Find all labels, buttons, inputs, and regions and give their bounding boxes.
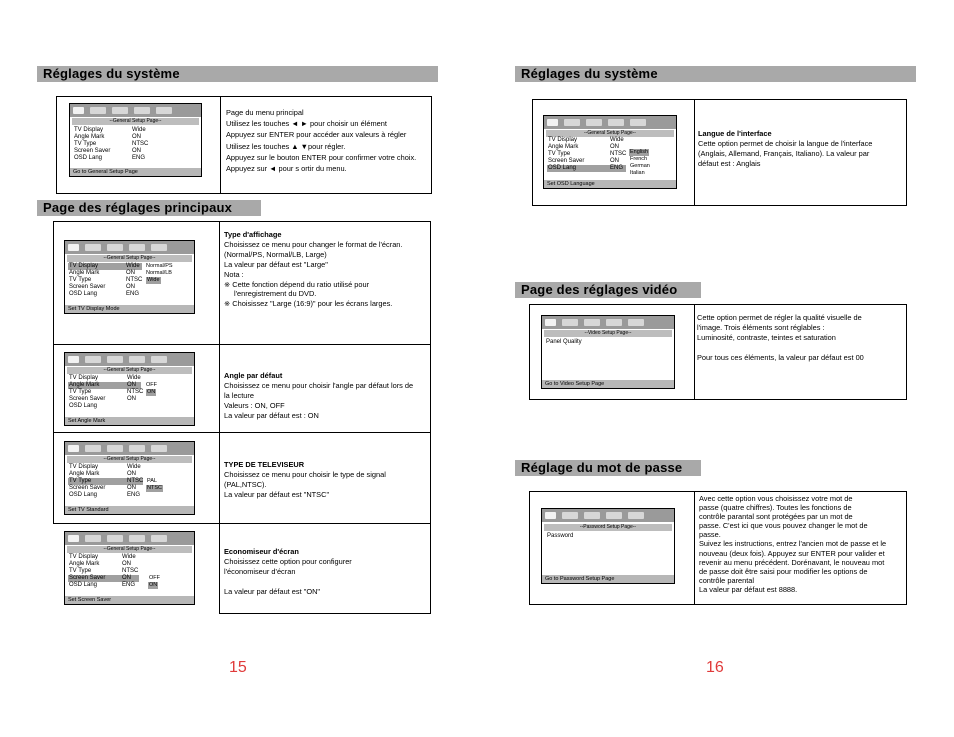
section-heading-video-settings: Page des réglages vidéo bbox=[515, 282, 701, 298]
menu-row-label: TV Display bbox=[74, 127, 104, 133]
menu-row-value: Wide bbox=[610, 137, 624, 143]
screen-saver-text: Economiseur d'écran Choisissez cette option pour configurer l'économiseur d'écran La valeur par défaut est "ON" bbox=[224, 547, 352, 596]
menu-row-label: TV Type bbox=[69, 277, 92, 283]
menu-row-label: Screen Saver bbox=[69, 396, 106, 402]
menu-row-label: OSD Lang bbox=[69, 403, 98, 409]
menu-row-value: ON bbox=[127, 396, 136, 402]
menu-option: PAL bbox=[147, 478, 157, 484]
menu-row-label: TV Type bbox=[548, 151, 571, 157]
menu-option-selected: NTSC bbox=[147, 485, 162, 491]
menu-row-label: Angle Mark bbox=[69, 561, 100, 567]
menu-row-value: ON bbox=[610, 144, 619, 150]
menu-row-value: NTSC bbox=[122, 568, 139, 574]
menu-row-selected: Screen Saver ON bbox=[68, 575, 139, 582]
screen-footer: Go to Video Setup Page bbox=[542, 380, 674, 388]
menu-option-selected: ON bbox=[149, 582, 158, 588]
menu-row-selected: TV Type NTSC bbox=[69, 478, 144, 484]
screen-footer: Go to General Setup Page bbox=[70, 168, 201, 176]
menu-option-selected: ON bbox=[147, 389, 156, 395]
menu-option: Normal/LB bbox=[146, 270, 172, 276]
menu-row-value: ON bbox=[610, 158, 619, 164]
menu-option: OFF bbox=[149, 575, 160, 581]
menu-row-value: Wide bbox=[127, 464, 141, 470]
menu-row-selected: Angle Mark ON bbox=[68, 382, 141, 389]
menu-option-selected: English bbox=[630, 149, 649, 155]
menu-row-value: ON bbox=[127, 471, 136, 477]
screen-osd-lang bbox=[543, 115, 677, 189]
menu-tab-icons bbox=[65, 442, 194, 455]
section-heading-main-settings: Page des réglages principaux bbox=[37, 200, 261, 216]
screen-video-setup bbox=[541, 315, 675, 389]
menu-row-label: OSD Lang bbox=[69, 492, 98, 498]
menu-row-value: Wide bbox=[122, 554, 136, 560]
tv-display-text: Type d'affichage Choisissez ce menu pour changer le format de l'écran. (Normal/PS, Normal/LB, Large) La valeur par défaut est "Large" Nota : ※ Cette fonction dépend du ratio utilisé pour l'enregistrement du DVD. ※ Choisissez "Large (16:9)" pour les écrans larges. bbox=[224, 230, 403, 309]
menu-row-selected: TV Display Wide bbox=[68, 263, 142, 270]
menu-row-value: NTSC bbox=[127, 389, 144, 395]
menu-row-value: ON bbox=[127, 485, 136, 491]
menu-option: French bbox=[630, 156, 648, 162]
menu-row-label: Angle Mark bbox=[69, 270, 100, 276]
tv-type-text: TYPE DE TELEVISEUR Choisissez ce menu pour choisir le type de signal (PAL,NTSC). La valeur par défaut est "NTSC" bbox=[224, 460, 386, 499]
menu-row-value: Wide bbox=[132, 127, 146, 133]
menu-option: Normal/PS bbox=[146, 263, 173, 269]
screen-title: --General Setup Page-- bbox=[67, 255, 192, 262]
menu-row-value: ON bbox=[126, 284, 135, 290]
menu-row-value: NTSC bbox=[610, 151, 627, 157]
section-heading-password: Réglage du mot de passe bbox=[515, 460, 701, 476]
screen-general-main bbox=[69, 103, 202, 177]
menu-row-label: Angle Mark bbox=[548, 144, 579, 150]
page-number-left: 15 bbox=[229, 659, 247, 676]
menu-row-label: TV Type bbox=[74, 141, 97, 147]
menu-tab-icons bbox=[544, 116, 676, 129]
menu-row-value: NTSC bbox=[132, 141, 149, 147]
screen-title: --General Setup Page-- bbox=[67, 367, 192, 374]
screen-title: --General Setup Page-- bbox=[67, 546, 192, 553]
menu-row-label: Screen Saver bbox=[74, 148, 111, 154]
screen-title: --Video Setup Page-- bbox=[544, 330, 672, 337]
menu-row-label: Password bbox=[547, 533, 574, 539]
menu-tab-icons bbox=[65, 353, 194, 366]
menu-option: German bbox=[630, 163, 650, 169]
screen-tv-display bbox=[64, 240, 195, 314]
menu-row-label: OSD Lang bbox=[69, 291, 98, 297]
menu-row-value: NTSC bbox=[126, 277, 143, 283]
menu-row-value: ON bbox=[132, 148, 141, 154]
screen-tv-type bbox=[64, 441, 195, 515]
menu-row-value: ENG bbox=[126, 291, 140, 297]
menu-row-value: ENG bbox=[127, 492, 141, 498]
menu-tab-icons bbox=[70, 104, 201, 117]
menu-option: OFF bbox=[146, 382, 157, 388]
menu-row-label: Angle Mark bbox=[74, 134, 105, 140]
menu-tab-icons bbox=[542, 509, 674, 522]
menu-row-label: TV Display bbox=[69, 375, 99, 381]
menu-row-label: Screen Saver bbox=[69, 485, 106, 491]
menu-option-selected: Wide bbox=[147, 277, 160, 283]
screen-title: --General Setup Page-- bbox=[72, 118, 199, 125]
menu-row-label: TV Display bbox=[69, 464, 99, 470]
menu-row-label: Screen Saver bbox=[69, 284, 106, 290]
menu-row-label: TV Display bbox=[69, 554, 99, 560]
menu-tab-icons bbox=[65, 241, 194, 254]
screen-angle-mark bbox=[64, 352, 195, 426]
section-heading-system-settings-right: Réglages du système bbox=[515, 66, 916, 82]
screen-footer: Go to Password Setup Page bbox=[542, 575, 674, 583]
intro-text: Page du menu principal Utilisez les touches ◄ ► pour choisir un élément Appuyez sur ENTER pour accéder aux valeurs à régler Utilisez les touches ▲ ▼pour régler. Appuyez sur le bouton ENTER pour confirmer votre choix. Appuyez sur ◄ pour s ortir du menu. bbox=[226, 108, 417, 174]
osd-lang-text: Langue de l'interface Cette option permet de choisir la langue de l'interface (Anglais, Allemand, Français, Italiano). La valeur par défaut est : Anglais bbox=[698, 129, 873, 168]
video-text: Cette option permet de régler la qualité visuelle de l'image. Trois éléments sont réglables : Luminosité, contraste, teintes et saturation Pour tous ces éléments, la valeur par défaut est 00 bbox=[697, 313, 864, 362]
angle-text: Angle par défaut Choisissez ce menu pour choisir l'angle par défaut lors de la lecture Valeurs : ON, OFF La valeur par défaut est : ON bbox=[224, 371, 414, 420]
screen-footer: Set Angle Mark bbox=[65, 417, 194, 425]
menu-row-value: ON bbox=[126, 270, 135, 276]
menu-row-label: TV Type bbox=[69, 568, 92, 574]
menu-row-label: Screen Saver bbox=[548, 158, 585, 164]
menu-row-label: OSD Lang bbox=[74, 155, 103, 161]
menu-row-label: OSD Lang bbox=[69, 582, 98, 588]
screen-footer: Set TV Display Mode bbox=[65, 305, 194, 313]
menu-row-label: Panel Quality bbox=[546, 339, 582, 345]
menu-row-value: ENG bbox=[122, 582, 136, 588]
menu-option: Italian bbox=[630, 170, 645, 176]
menu-row-label: TV Display bbox=[548, 137, 578, 143]
menu-row-label: TV Type bbox=[69, 389, 92, 395]
screen-footer: Set TV Standard bbox=[65, 506, 194, 514]
screen-password-setup bbox=[541, 508, 675, 584]
menu-row-selected: OSD Lang ENG bbox=[547, 165, 626, 172]
screen-title: --General Setup Page-- bbox=[546, 130, 674, 137]
menu-row-value: ON bbox=[122, 561, 131, 567]
screen-title: --Password Setup Page-- bbox=[544, 524, 672, 531]
screen-footer: Set OSD Language bbox=[544, 180, 676, 188]
menu-row-value: Wide bbox=[127, 375, 141, 381]
menu-tab-icons bbox=[65, 532, 194, 545]
password-text: Avec cette option vous choisissez votre mot de passe (quatre chiffres). Toutes les fonctions de contrôle parantal sont protégées par un mot de passe. C'est ici que vous pouvez changer le mot de passe. Suivez les instructions, entrez l'ancien mot de passe et le nouveau (deux fois). Appuyez sur ENTER pour valider et revenir au menu précédent. Dorénavant, le nouveau mot de passe doit être saisi pour modifier les options de contrôle parental La valeur par défaut est 8888. bbox=[699, 494, 887, 594]
menu-row-value: ENG bbox=[132, 155, 146, 161]
screen-title: --General Setup Page-- bbox=[67, 456, 192, 463]
menu-row-value: ON bbox=[132, 134, 141, 140]
page-number-right: 16 bbox=[706, 659, 724, 676]
section-heading-system-settings: Réglages du système bbox=[37, 66, 438, 82]
screen-screen-saver bbox=[64, 531, 195, 605]
screen-footer: Set Screen Saver bbox=[65, 596, 194, 604]
menu-tab-icons bbox=[542, 316, 674, 329]
menu-row-label: Angle Mark bbox=[69, 471, 100, 477]
